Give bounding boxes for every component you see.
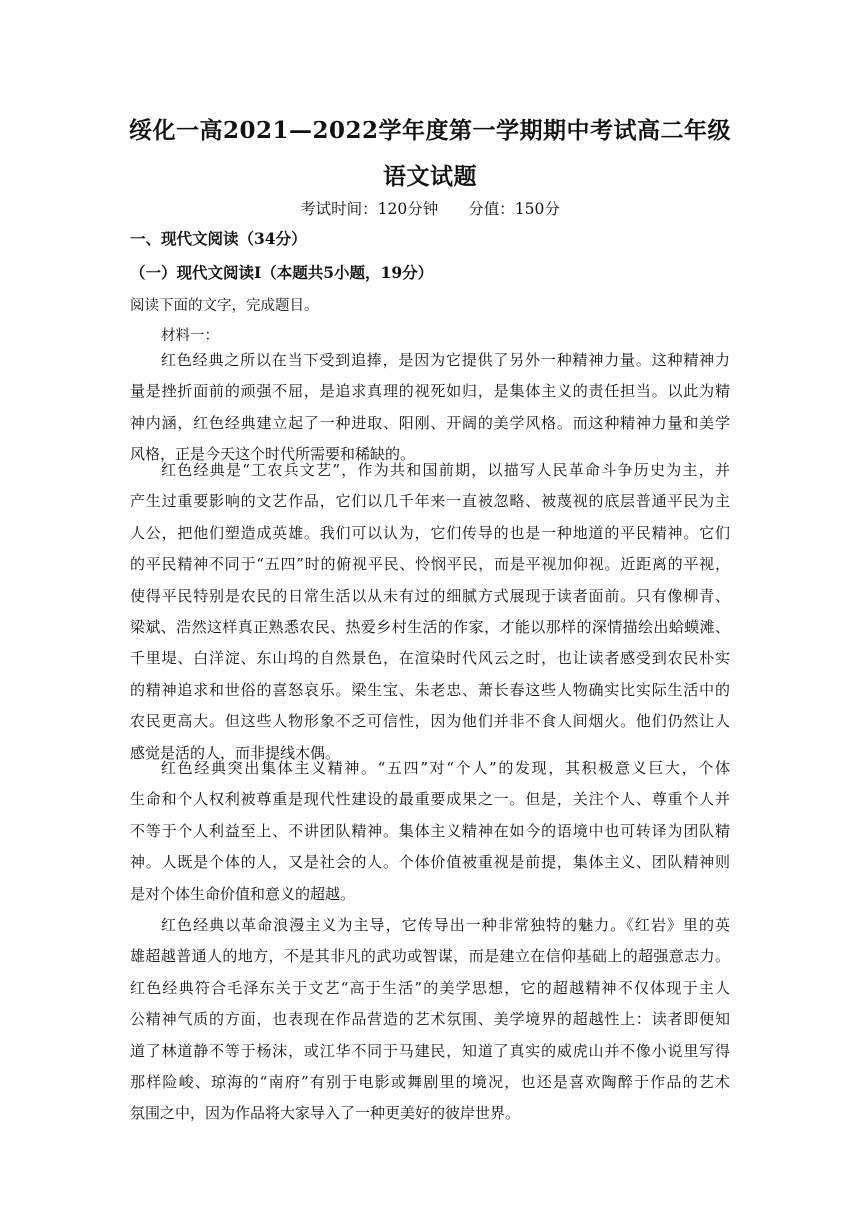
paragraph-4 (130, 910, 730, 1130)
paragraph-line: 产生过重要影响的文艺作品，它们以几千年来一直被忽略、被蔑视的底层普通平民为主 (130, 492, 730, 511)
paragraph-line: 公精神气质的方面，也表现在作品营造的艺术氛围、美学境界的超越性上：读者即便知 (130, 1010, 730, 1029)
paragraph-line: 人公，把他们塑造成英雄。我们可以认为，它们传导的也是一种地道的平民精神。它们 (130, 523, 730, 542)
paragraph-line: 使得平民特别是农民的日常生活以从未有过的细腻方式展现于读者面前。只有像柳青、 (130, 586, 730, 605)
paragraph-line: 红色经典是“工农兵文艺”，作为共和国前期，以描写人民革命斗争历史为主，并 (161, 461, 730, 479)
paragraph-line: 梁斌、浩然这样真正熟悉农民、热爱乡村生活的作家，才能以那样的深情描绘出蛤蟆滩、 (130, 617, 730, 636)
paragraph-line: 千里堤、白洋淀、东山坞的自然景色，在渲染时代风云之时，也让读者感受到农民朴实 (130, 649, 730, 668)
reading-instruction: 阅读下面的文字，完成题目。 (130, 298, 319, 314)
paragraph-line: 雄超越普通人的地方，不是其非凡的武功或智谋，而是建立在信仰基础上的超强意志力。 (130, 947, 730, 966)
paragraph-line: 氛围之中，因为作品将大家导入了一种更美好的彼岸世界。 (130, 1104, 521, 1123)
exam-info (0, 197, 860, 219)
paragraph-line: 神。人既是个体的人，又是社会的人。个体价值被重视是前提，集体主义、团队精神则 (130, 853, 730, 872)
paragraph-line: 的平民精神不同于“五四”时的俯视平民、怜悯平民，而是平视加仰视。近距离的平视， (130, 555, 730, 574)
paragraph-line: 红色经典之所以在当下受到追捧，是因为它提供了另外一种精神力量。这种精神力 (161, 351, 730, 369)
paragraph-line: 感觉是活的人，而非提线木偶。 (130, 743, 341, 762)
subsection-heading: （一）现代文阅读Ⅰ（本题共5小题，19分） (130, 263, 434, 282)
paragraph-line: 量是挫折面前的顽强不屈，是追求真理的视死如归，是集体主义的责任担当。以此为精 (130, 382, 730, 401)
paragraph-line: 是对个体生命价值和意义的超越。 (130, 884, 356, 903)
paragraph-line: 道了林道静不等于杨沫，或江华不同于马建民，知道了真实的威虎山并不像小说里写得 (130, 1041, 730, 1060)
paragraph-line: 神内涵，红色经典建立起了一种进取、阳刚、开阔的美学风格。而这种精神力量和美学 (130, 413, 730, 432)
paragraph-line: 红色经典突出集体主义精神。“五四”对“个人”的发现，其积极意义巨大，个体 (161, 759, 730, 777)
paragraph-line: 不等于个人利益至上、不讲团队精神。集体主义精神在如今的语境中也可转译为团队精 (130, 821, 730, 840)
paragraph-3 (130, 753, 730, 910)
exam-title: 绥化一高2021—2022学年度第一学期期中考试高二年级 (128, 117, 732, 144)
paragraph-line: 红色经典以革命浪漫主义为主导，它传导出一种非常独特的魅力。《红岩》里的英 (161, 916, 730, 934)
section-heading: 一、现代文阅读（34分） (130, 229, 307, 248)
exam-score: 分值：150分 (468, 200, 560, 218)
exam-subtitle: 语文试题 (383, 163, 477, 190)
paragraph-line: 农民更高大。但这些人物形象不乏可信性，因为他们并非不食人间烟火。他们仍然让人 (130, 712, 730, 731)
paragraph-2 (130, 455, 730, 769)
paragraph-line: 红色经典符合毛泽东关于文艺“高于生活”的美学思想，它的超越精神不仅体现于主人 (130, 978, 730, 997)
exam-time: 考试时间：120分钟 (300, 200, 439, 218)
material-label: 材料一： (161, 328, 219, 344)
paragraph-line: 那样险峻、琼海的“南府”有别于电影或舞剧里的境况，也还是喜欢陶醉于作品的艺术 (130, 1072, 730, 1091)
paragraph-line: 的精神追求和世俗的喜怒哀乐。梁生宝、朱老忠、萧长春这些人物确实比实际生活中的 (130, 680, 730, 699)
paragraph-line: 生命和个人权利被尊重是现代性建设的最重要成果之一。但是，关注个人、尊重个人并 (130, 790, 730, 809)
paragraph-line: 风格，正是今天这个时代所需要和稀缺的。 (130, 445, 416, 464)
paragraph-1 (130, 345, 730, 471)
